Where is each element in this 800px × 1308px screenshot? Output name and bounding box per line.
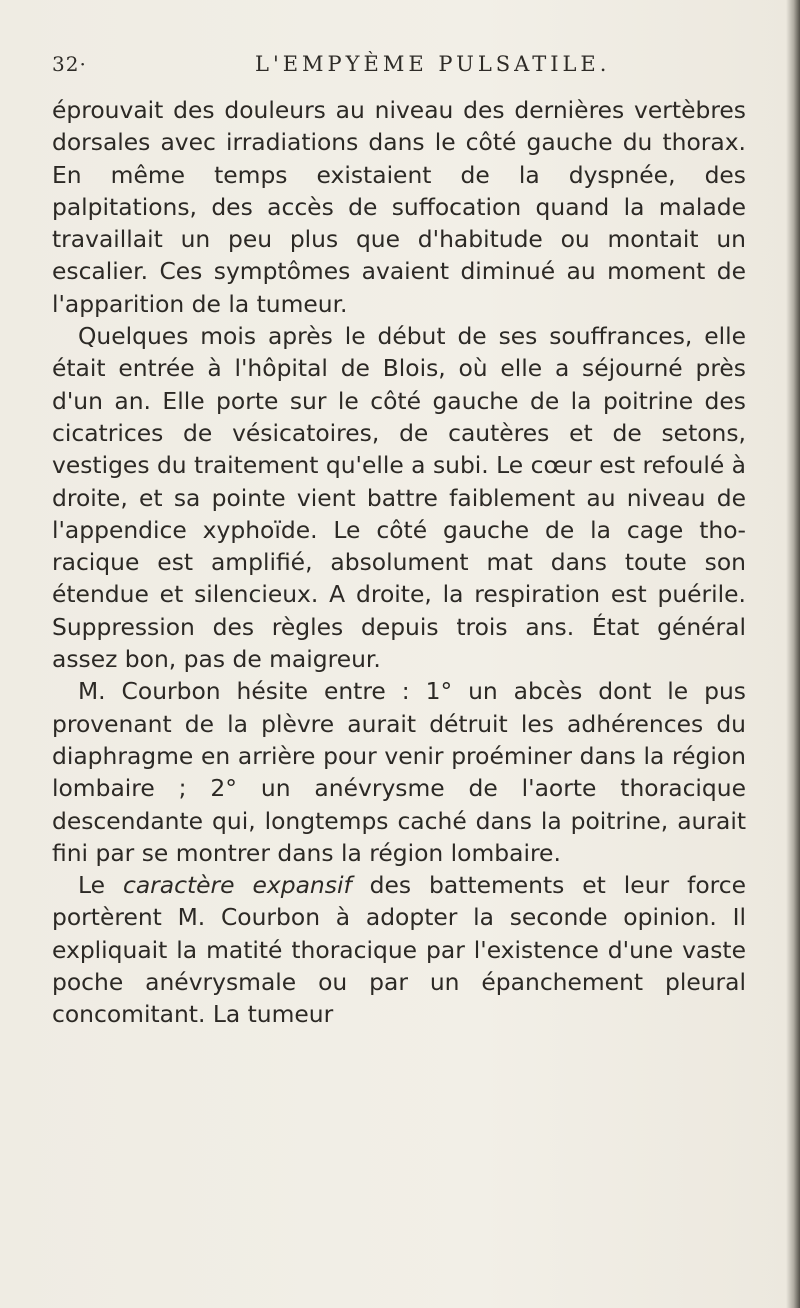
paragraph-4-emphasis: caractère expansif	[122, 871, 352, 900]
page-number: 32·	[52, 52, 87, 76]
paragraph-4	[52, 869, 746, 1030]
running-title: L'EMPYÈME PULSATILE.	[255, 52, 611, 76]
paragraph-3: M. Courbon hésite entre : 1° un abcès dont le pus provenant de la plèvre aurait détruit les adhérences du diaphragme en arrière pour venir proéminer dans la région lombaire ; 2° un anévrysme de l'aorte thoracique descendante qui, longtemps caché dans la poitrine, aurait fini par se montrer dans la région lombaire.	[52, 677, 746, 867]
page-edge-shadow	[786, 0, 800, 1308]
paragraph-1: éprouvait des douleurs au niveau des dernières vertèbres dorsales avec irradiations dans le côté gauche du thorax. En même temps existaient de la dyspnée, des palpitations, des accès de suffocation quand la malade travaillait un peu plus que d'habitude ou montait un escalier. Ces symptômes avaient diminué au moment de l'apparition de la tumeur.	[52, 96, 746, 318]
paragraph-4-text: des battements et leur force portèrent M. Courbon à adopter la seconde opinion. Il expliquait la matité thoracique par l'existence d'une vaste poche anévrysmale ou par un épanchement pleural concomitant. La tumeur	[52, 871, 746, 1029]
page-header	[52, 52, 752, 92]
body-text	[52, 94, 746, 1031]
paragraph-2: Quelques mois après le début de ses souffrances, elle était entrée à l'hôpital de Blois, où elle a séjourné près d'un an. Elle porte sur le côté gauche de la poitrine des cicatrices de vésicatoires, de cautères et de setons, vestiges du traitement qu'elle a subi. Le cœur est refoulé à droite, et sa pointe vient battre faiblement au niveau de l'appendice xyphoïde. Le côté gauche de la cage thoracique est amplifié, absolument mat dans toute son étendue et silencieux. A droite, la respiration est puérile. Suppression des règles depuis trois ans. État général assez bon, pas de maigreur.	[52, 322, 746, 674]
paragraph-4-prefix: Le	[78, 871, 123, 900]
